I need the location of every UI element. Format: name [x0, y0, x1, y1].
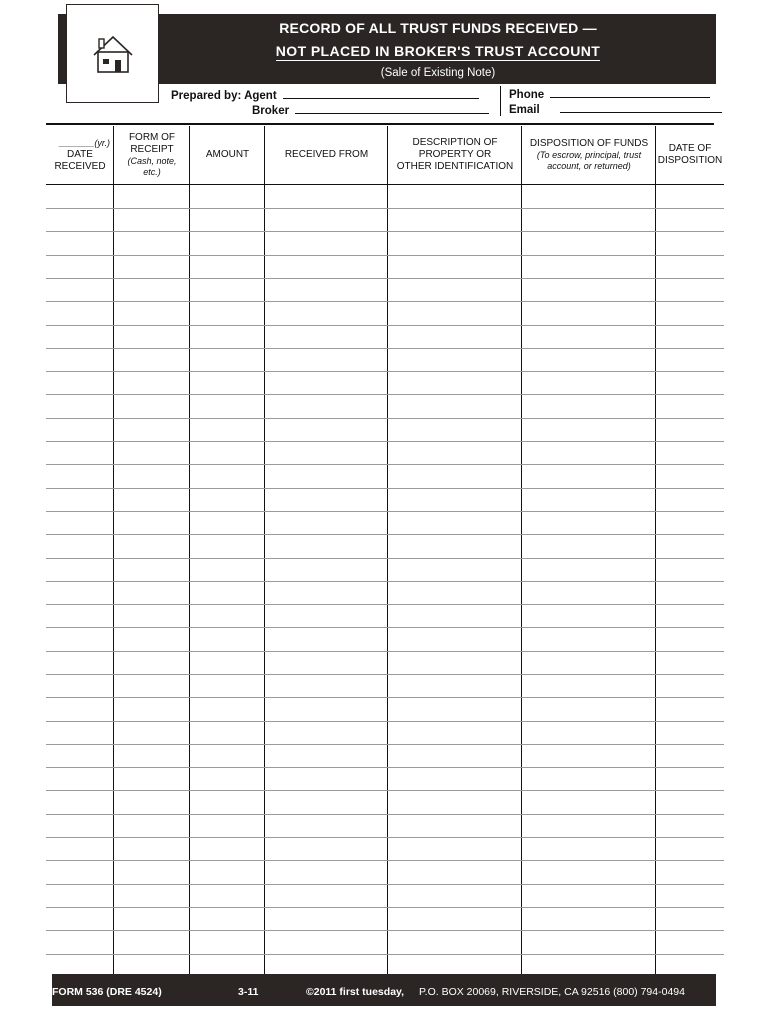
email-field: Email — [509, 102, 722, 116]
logo — [66, 4, 159, 103]
ledger-row-rule — [46, 348, 724, 349]
ledger-row-rule — [46, 208, 724, 209]
ledger-row-rule — [46, 558, 724, 559]
ledger-row-rule — [46, 464, 724, 465]
col-header-date-received: _______(yr.) DATE RECEIVED — [54, 137, 110, 172]
page-number: 3-11 — [238, 986, 259, 998]
col-header-form-of-receipt: FORM OF RECEIPT (Cash, note, etc.) — [127, 132, 177, 177]
ledger-row-rule — [46, 651, 724, 652]
ledger-row-rule — [46, 581, 724, 582]
agent-field: Prepared by: Agent — [171, 88, 479, 102]
broker-field: Broker — [252, 103, 489, 117]
ledger-row-rule — [46, 954, 724, 955]
ledger-row-rule — [46, 907, 724, 908]
ledger-row-rule — [46, 860, 724, 861]
publisher-address: P.O. BOX 20069, RIVERSIDE, CA 92516 (800) 794-0494 — [419, 986, 685, 998]
ledger-row-rule — [46, 884, 724, 885]
ledger-row-rule — [46, 488, 724, 489]
column-divider — [113, 126, 114, 978]
ledger-row-rule — [46, 441, 724, 442]
ledger-row-rule — [46, 604, 724, 605]
form-number: FORM 536 (DRE 4524) — [52, 986, 162, 998]
form-title-line1: RECORD OF ALL TRUST FUNDS RECEIVED — — [279, 20, 597, 36]
ledger-row-rule — [46, 534, 724, 535]
column-divider — [521, 126, 522, 978]
column-divider — [189, 126, 190, 978]
ledger-row-rule — [46, 325, 724, 326]
header-separator — [500, 86, 501, 116]
ledger-row-rule — [46, 744, 724, 745]
ledger-row-rule — [46, 418, 724, 419]
col-header-date-of-disposition: DATE OF DISPOSITION — [657, 143, 723, 166]
ledger-row-rule — [46, 394, 724, 395]
ledger-row-rule — [46, 231, 724, 232]
ledger-row-rule — [46, 697, 724, 698]
column-divider — [387, 126, 388, 978]
ledger-row-rule — [46, 790, 724, 791]
ledger-row-rule — [46, 721, 724, 722]
table-top-rule — [46, 123, 714, 125]
form-title-line2: NOT PLACED IN BROKER'S TRUST ACCOUNT — [275, 43, 601, 59]
column-divider — [655, 126, 656, 978]
house-icon — [92, 33, 134, 75]
ledger-row-rule — [46, 371, 724, 372]
col-header-description: DESCRIPTION OF PROPERTY OR OTHER IDENTIFICATION — [396, 137, 514, 172]
col-header-amount: AMOUNT — [205, 149, 250, 160]
ledger-row-rule — [46, 255, 724, 256]
ledger-row-rule — [46, 278, 724, 279]
ledger-row-rule — [46, 814, 724, 815]
form-subtitle: (Sale of Existing Note) — [380, 67, 496, 79]
ledger-row-rule — [46, 511, 724, 512]
ledger-row-rule — [46, 837, 724, 838]
phone-field: Phone — [509, 87, 710, 101]
ledger-row-rule — [46, 627, 724, 628]
column-divider — [264, 126, 265, 978]
col-header-disposition-of-funds: DISPOSITION OF FUNDS (To escrow, principal, trust account, or returned) — [529, 138, 649, 171]
ledger-row-rule — [46, 301, 724, 302]
ledger-row-rule — [46, 674, 724, 675]
ledger-row-rule — [46, 930, 724, 931]
copyright: ©2011 first tuesday, — [306, 986, 405, 998]
page-footer — [52, 974, 716, 1006]
header-bottom-rule — [46, 184, 724, 185]
col-header-received-from: RECEIVED FROM — [284, 149, 369, 160]
ledger-row-rule — [46, 767, 724, 768]
